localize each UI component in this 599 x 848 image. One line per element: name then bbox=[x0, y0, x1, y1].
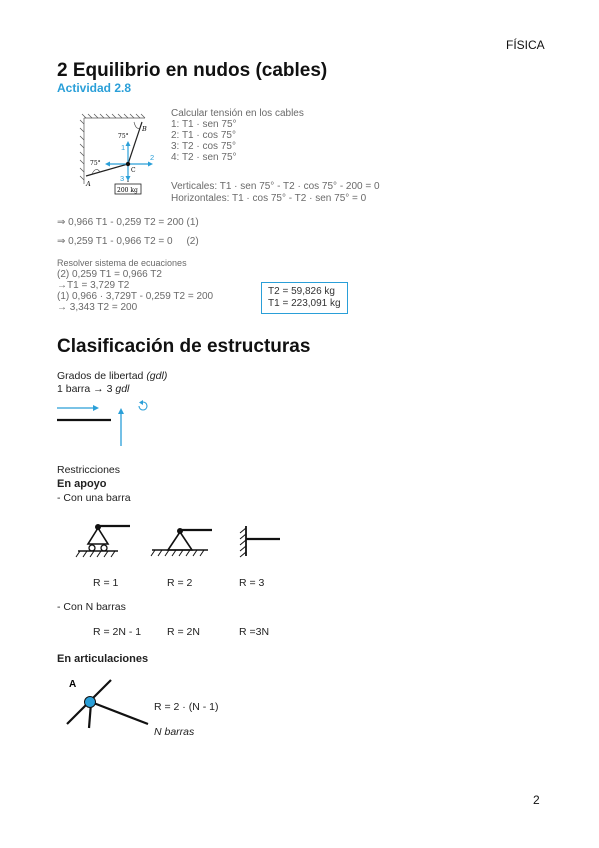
en-apoyo-label: En apoyo bbox=[57, 478, 107, 490]
cable-equilibrium-diagram bbox=[70, 112, 170, 202]
joint-note: N barras bbox=[154, 726, 195, 738]
section-title-equilibrio: 2 Equilibrio en nudos (cables) bbox=[57, 60, 328, 81]
ceiling-hatch bbox=[82, 114, 145, 118]
wall-hatch bbox=[80, 118, 84, 184]
solve-line: → 3,343 T2 = 200 bbox=[57, 302, 138, 313]
results-box bbox=[261, 282, 348, 314]
r-value-n-fixed: R =3N bbox=[239, 626, 270, 638]
label-angle-left: 75° bbox=[90, 160, 101, 167]
degrees-of-freedom-diagram bbox=[57, 400, 157, 448]
joint-bar-3 bbox=[91, 702, 148, 724]
section-title-clasificacion: Clasificación de estructuras bbox=[57, 336, 311, 357]
equation-1: ⇒ 0,966 T1 - 0,259 T2 = 200 (1) bbox=[57, 217, 199, 228]
gdl-abbr: (gdl) bbox=[146, 370, 168, 382]
dof-horizontal-head bbox=[93, 405, 99, 411]
angle-arc-top bbox=[134, 122, 140, 128]
con-n-barras-label: - Con N barras bbox=[57, 601, 126, 613]
joint-diagram bbox=[60, 676, 155, 731]
r-value-fixed: R = 3 bbox=[239, 577, 265, 589]
label-b: B bbox=[142, 125, 147, 133]
restricciones-label: Restricciones bbox=[57, 464, 121, 476]
gdl-rule bbox=[57, 383, 129, 395]
result-t1: T1 = 223,091 kg bbox=[268, 298, 341, 309]
activity-label: Actividad 2.8 bbox=[57, 81, 132, 95]
supports-diagram bbox=[70, 520, 290, 560]
r-value-n-pinned: R = 2N bbox=[167, 626, 200, 638]
solve-line: →T1 = 3,729 T2 bbox=[57, 280, 130, 291]
instruction-line: Calcular tensión en los cables bbox=[171, 108, 304, 119]
label-angle-top: 75° bbox=[118, 133, 129, 140]
r-value-roller: R = 1 bbox=[93, 577, 119, 589]
equation-2: ⇒ 0,259 T1 - 0,966 T2 = 0 (2) bbox=[57, 236, 199, 247]
verticales-equation: Verticales: T1 · sen 75° - T2 · cos 75° - 200 = 0 bbox=[171, 181, 380, 192]
vector-4-head bbox=[105, 162, 110, 167]
header-subject: FÍSICA bbox=[506, 38, 545, 52]
gdl-rule-abbr: gdl bbox=[115, 383, 130, 395]
vector-2-head bbox=[148, 162, 153, 167]
dof-vertical-head bbox=[118, 408, 124, 414]
vector-3-head bbox=[126, 176, 131, 181]
label-1: 1 bbox=[121, 143, 126, 152]
page-number: 2 bbox=[533, 793, 540, 807]
node-c bbox=[126, 162, 130, 166]
gdl-heading bbox=[57, 370, 167, 382]
fixed-support bbox=[240, 526, 280, 557]
roller-support bbox=[76, 524, 130, 557]
dof-rotation-head bbox=[139, 400, 143, 405]
horizontales-equation: Horizontales: T1 · cos 75° - T2 · sen 75° = 0 bbox=[171, 193, 367, 204]
label-a: A bbox=[86, 180, 91, 188]
solve-line: Resolver sistema de ecuaciones bbox=[57, 258, 187, 268]
solve-line: (2) 0,259 T1 = 0,966 T2 bbox=[57, 269, 162, 280]
label-weight: 200 kg bbox=[117, 187, 138, 194]
pinned-support bbox=[151, 528, 212, 556]
label-c: C bbox=[131, 167, 136, 174]
joint-node bbox=[85, 697, 96, 708]
instruction-line: 2: T1 · cos 75° bbox=[171, 130, 236, 141]
gdl-rule-prefix: 1 barra → 3 bbox=[57, 383, 116, 395]
joint-label-a: A bbox=[69, 679, 77, 690]
gdl-label: Grados de libertad bbox=[57, 370, 147, 382]
label-3: 3 bbox=[120, 174, 125, 183]
solve-line: (1) 0,966 · 3,729T - 0,259 T2 = 200 bbox=[57, 291, 214, 302]
instruction-line: 4: T2 · sen 75° bbox=[171, 152, 237, 163]
result-t2: T2 = 59,826 kg bbox=[268, 286, 335, 297]
con-una-barra-label: - Con una barra bbox=[57, 492, 131, 504]
r-value-n-roller: R = 2N - 1 bbox=[93, 626, 142, 638]
instructions-block bbox=[171, 108, 304, 163]
vector-1-head bbox=[126, 141, 131, 146]
label-2: 2 bbox=[150, 153, 155, 162]
r-value-pinned: R = 2 bbox=[167, 577, 193, 589]
joint-formula: R = 2 · (N - 1) bbox=[154, 701, 219, 713]
instruction-line: 1: T1 · sen 75° bbox=[171, 119, 237, 130]
solve-block bbox=[57, 258, 213, 313]
instruction-line: 3: T2 · cos 75° bbox=[171, 141, 236, 152]
en-articulaciones-label: En articulaciones bbox=[57, 653, 149, 665]
